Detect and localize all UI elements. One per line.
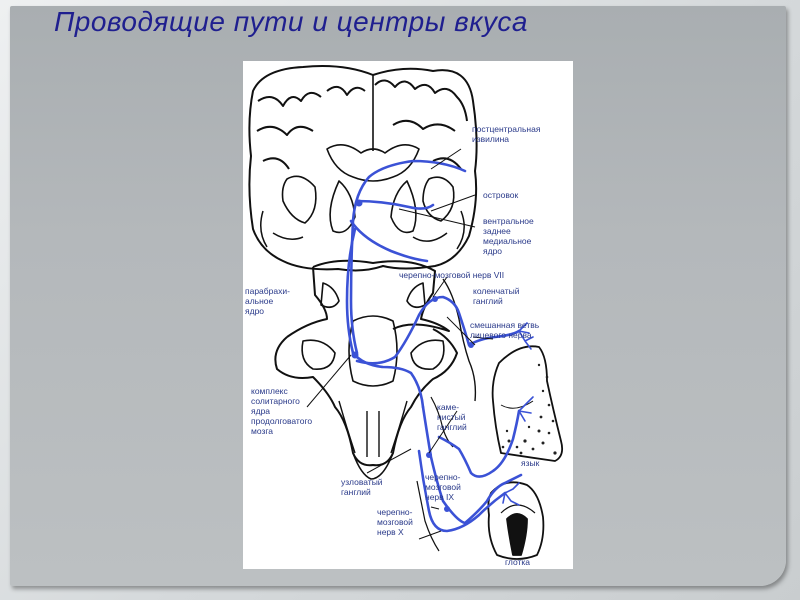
label-parabrachial-nucleus: парабрахи- альное ядро [245,286,290,316]
label-petrosal-ganglion: каме- нистый ганглий [437,402,467,432]
label-geniculate-ganglion: коленчатый ганглий [473,286,520,306]
slide-title: Проводящие пути и центры вкуса [54,6,528,37]
label-epiglottis: глотка [505,557,531,567]
label-facial-mixed-branch: смешанная ветвь лицевого нерва [470,320,540,340]
label-cranial-nerve-vii: черепно-мозговой нерв VII [399,270,505,280]
label-cranial-nerve-x: черепно- мозговой нерв X [377,507,413,537]
label-tongue: язык [521,458,540,468]
label-cranial-nerve-ix: черепно- мозговой нерв IX [425,472,461,502]
label-nodose-ganglion: узловатый ганглий [341,477,383,497]
label-postcentral-gyrus: постцентральная извилина [472,124,541,144]
taste-pathways-figure [243,61,573,569]
label-solitary-nucleus-complex: комплекс солитарного ядра продолговатого мозга [251,386,313,436]
label-insula: островок [483,190,519,200]
brain-coronal-section [249,66,476,270]
tongue-stipple [502,364,557,455]
label-ventral-posterior-medial-nucleus: вентральное заднее медиальное ядро [483,216,534,256]
leader-lines [307,149,493,539]
